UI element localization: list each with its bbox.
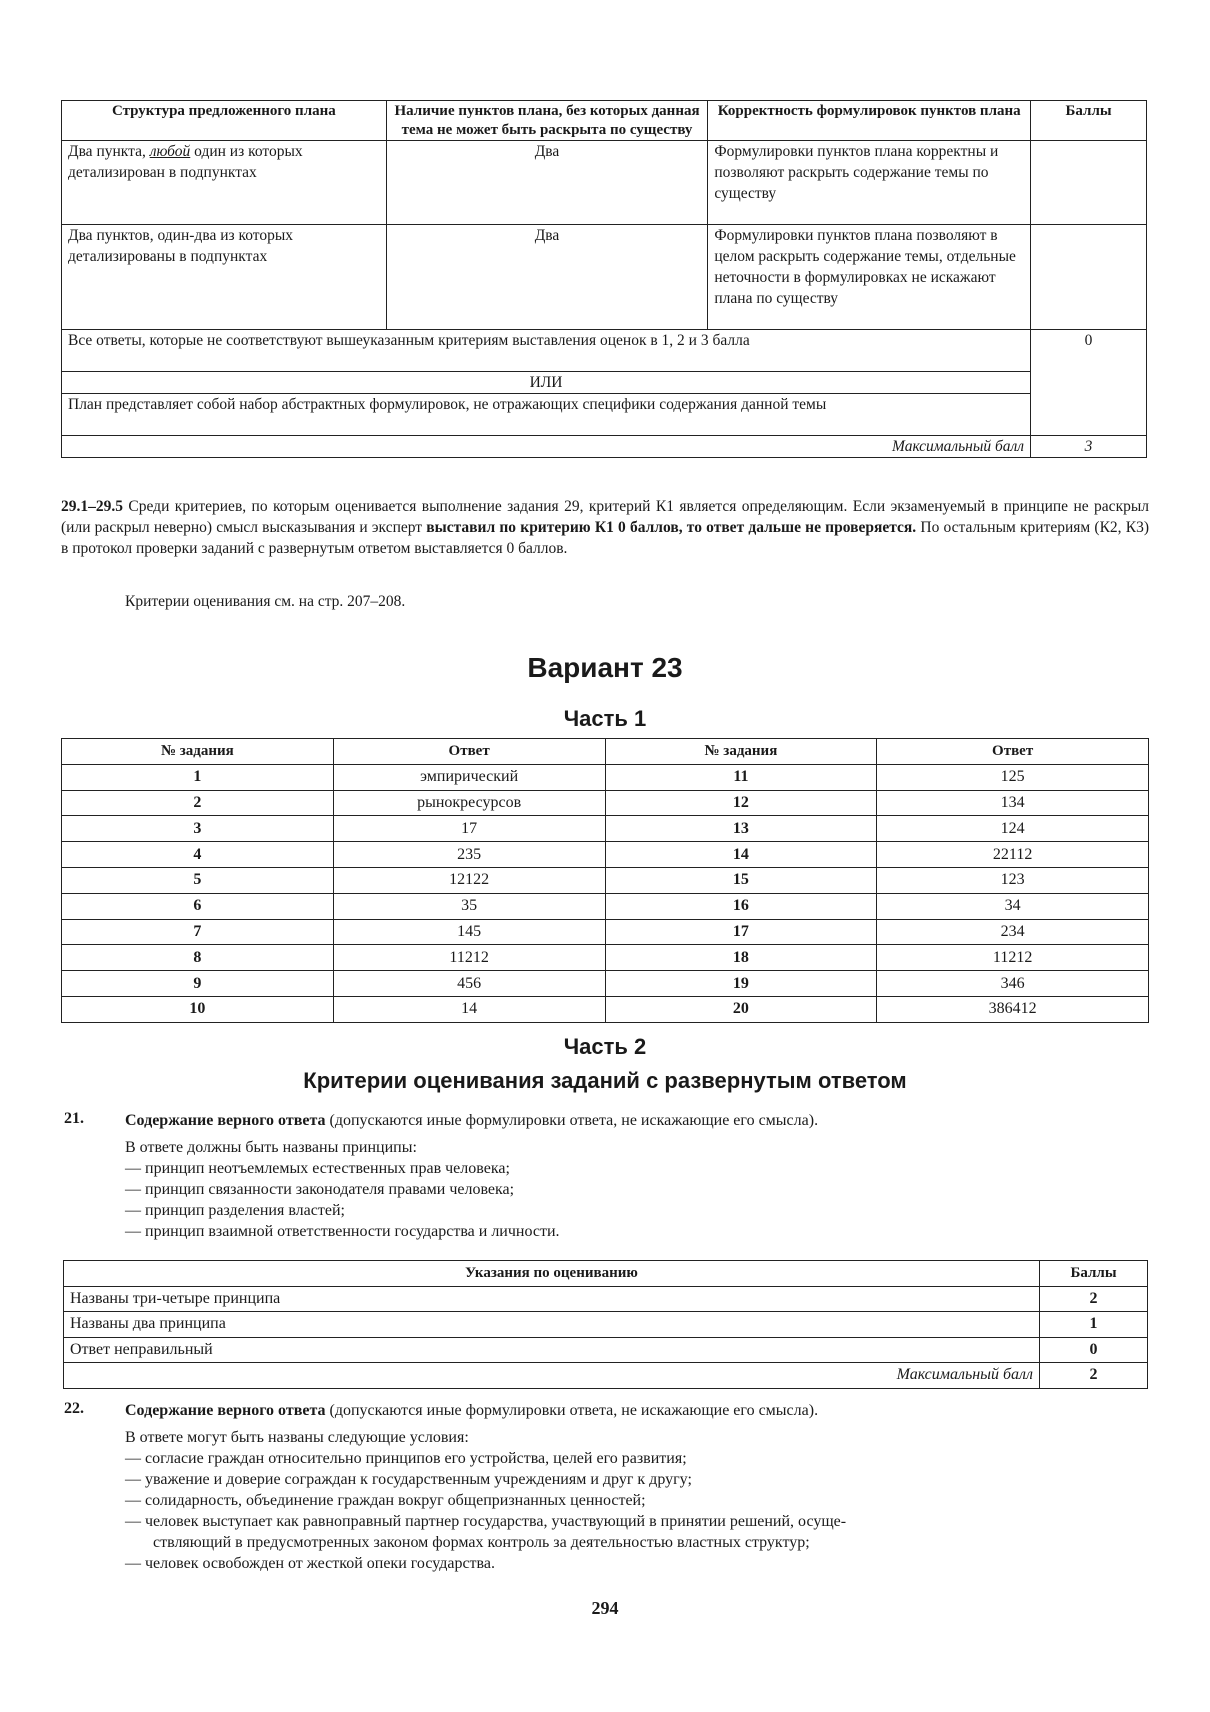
zero-score-cell: 0 [1031,330,1147,436]
max-score-row [64,1363,1148,1389]
list-item: — принцип разделения властей; [125,1202,345,1219]
content-label: Содержание верного ответа [125,1112,326,1129]
task-number-cell: 7 [62,919,334,945]
answer-cell: 234 [877,919,1149,945]
table-header-row [62,101,1147,141]
table-row [62,996,1149,1022]
table-row [62,225,1147,330]
table-header-row [64,1261,1148,1287]
list-item: — человек выступает как равноправный партнер государства, участвующий в принятии решений, осуще- [125,1513,847,1530]
answer-cell: 35 [333,893,605,919]
task-number-cell: 12 [605,790,877,816]
task-number-cell: 15 [605,867,877,893]
list-item: — человек освобожден от жесткой опеки государства. [125,1555,495,1572]
task-number-cell: 3 [62,816,334,842]
table-row [62,919,1149,945]
header-score: Баллы [1031,101,1147,141]
table-row [62,816,1149,842]
structure-cell: Два пункта, любой один из которых детализирован в подпунктах [62,141,387,225]
answers-body [62,764,1149,1022]
variant-title: Вариант 23 [527,652,683,683]
table-row: Названы два принципа 1 [64,1312,1148,1338]
table-row [62,394,1147,436]
header-answer: Ответ [877,739,1149,765]
task-number-cell: 6 [62,893,334,919]
list-item: — солидарность, объединение граждан вокруг общепризнанных ценностей; [125,1492,646,1509]
list-item-continuation: ствляющий в предусмотренных законом формах контроль за деятельностью властных структур; [153,1534,810,1551]
task-number-cell: 5 [62,867,334,893]
table-row [62,790,1149,816]
header-presence: Наличие пунктов плана, без которых данная тема не может быть раскрыта по существу [386,101,708,141]
answer-cell: 134 [877,790,1149,816]
header-instructions: Указания по оцениванию [64,1261,1040,1287]
answer-cell: рынокресурсов [333,790,605,816]
correctness-cell: Формулировки пунктов плана корректны и позволяют раскрыть содержание темы по существу [708,141,1031,225]
header-score: Баллы [1040,1261,1148,1287]
max-score-row [62,436,1147,458]
answer-cell: 124 [877,816,1149,842]
list-item: — согласие граждан относительно принципов его устройства, целей его развития; [125,1450,687,1467]
criteria-reference: Критерии оценивания см. на стр. 207–208. [125,593,406,610]
structure-cell: Два пунктов, один-два из которых детализированы в подпунктах [62,225,387,330]
max-score-value: 3 [1031,436,1147,458]
task-number-cell: 4 [62,842,334,868]
table-row [62,945,1149,971]
question-21-number: 21. [64,1110,84,1127]
task-number-cell: 8 [62,945,334,971]
content-label: Содержание верного ответа [125,1402,326,1419]
question-22-intro: В ответе могут быть названы следующие условия: [125,1429,469,1446]
answer-cell: 145 [333,919,605,945]
or-label: ИЛИ [62,372,1031,394]
presence-cell: Два [386,141,708,225]
task-number-cell: 11 [605,764,877,790]
part2-title: Часть 2 [563,1034,647,1059]
question-21-scoring-table [63,1260,1148,1389]
table-header-row [62,739,1149,765]
table-row: Названы три-четыре принципа 2 [64,1286,1148,1312]
task-number-cell: 20 [605,996,877,1022]
note-29-ref: 29.1–29.5 [61,498,123,515]
question-21-content: Содержание верного ответа (допускаются иные формулировки ответа, не искажающие его смысла). В ответе должны быть названы принципы: — принцип неотъемлемых естественных прав человека; — принцип связанности законодателя правами человека; — принцип разделения властей; — принцип взаимной ответственности государства и личности. [125,1112,819,1240]
task-number-cell: 1 [62,764,334,790]
table-row [62,330,1147,372]
question-21-intro: В ответе должны быть названы принципы: [125,1139,417,1156]
correctness-cell: Формулировки пунктов плана позволяют в целом раскрыть содержание темы, отдельные неточности в формулировках не искажают плана по существу [708,225,1031,330]
list-item: — уважение и доверие сограждан к государственным учреждениям и друг к другу; [125,1471,692,1488]
header-structure: Структура предложенного плана [62,101,387,141]
answer-cell: 123 [877,867,1149,893]
question-22-content: Содержание верного ответа (допускаются иные формулировки ответа, не искажающие его смысла). В ответе могут быть названы следующие условия: — согласие граждан относительно принципов его устройства, целей его развития; — уважение и доверие сограждан к государственным учреждениям и друг к другу; — солидарность, объединение граждан вокруг общепризнанных ценностей; — человек выступает как равноправный партнер государства, участвующий в принятии решений, осуще- ствляющий в предусмотренных законом формах контроль за деятельностью властных структур; — человек освобожден от жесткой опеки государства. [125,1402,847,1572]
note-29-bold: выставил по критерию К1 0 баллов, то ответ дальше не проверяется. [426,519,917,536]
task-number-cell: 16 [605,893,877,919]
answer-cell: 14 [333,996,605,1022]
task-number-cell: 18 [605,945,877,971]
answer-cell: 12122 [333,867,605,893]
table-row [62,893,1149,919]
part2-subtitle: Критерии оценивания заданий с развернутым ответом [303,1068,907,1093]
emphasis-text: любой [149,143,191,160]
max-score-value: 2 [1040,1363,1148,1389]
answer-cell: 346 [877,971,1149,997]
table-row [62,867,1149,893]
header-task-number: № задания [605,739,877,765]
header-answer: Ответ [333,739,605,765]
task-number-cell: 19 [605,971,877,997]
answers-table [61,738,1149,1023]
answer-cell: 11212 [877,945,1149,971]
score-cell [1031,225,1147,330]
answer-cell: 125 [877,764,1149,790]
task-number-cell: 9 [62,971,334,997]
task-number-cell: 10 [62,996,334,1022]
list-item: — принцип неотъемлемых естественных прав человека; [125,1160,510,1177]
list-item: — принцип связанности законодателя правами человека; [125,1181,515,1198]
plan-criteria-table [61,100,1147,458]
answer-cell: 386412 [877,996,1149,1022]
table-row [62,842,1149,868]
answer-cell: 34 [877,893,1149,919]
header-correctness: Корректность формулировок пунктов плана [708,101,1031,141]
task-number-cell: 13 [605,816,877,842]
page-number: 294 [591,1598,619,1618]
zero-criteria-cell: Все ответы, которые не соответствуют вышеуказанным критериям выставления оценок в 1, 2 и 3 балла [62,330,1031,372]
max-score-label: Максимальный балл [64,1363,1040,1389]
answer-cell: 456 [333,971,605,997]
list-item: — принцип взаимной ответственности государства и личности. [125,1223,560,1240]
table-row: Ответ неправильный 0 [64,1337,1148,1363]
part1-title: Часть 1 [563,706,647,731]
table-row [62,141,1147,225]
max-score-label: Максимальный балл [62,436,1031,458]
answer-cell: 11212 [333,945,605,971]
table-row [62,372,1147,394]
task-number-cell: 2 [62,790,334,816]
question-22-number: 22. [64,1400,84,1417]
answer-cell: 235 [333,842,605,868]
table-row [62,764,1149,790]
note-29: 29.1–29.5 Среди критериев, по которым оценивается выполнение задания 29, критерий К1 является определяющим. Если экзаменуемый в принципе не раскрыл (или раскрыл неверно) смысл высказывания и эксперт выставил по критерию К1 0 баллов, то ответ дальше не проверяется. По остальным критериям (К2, К3) в протокол проверки заданий с развернутым ответом выставляется 0 баллов. [61,498,1150,557]
answer-cell: 17 [333,816,605,842]
task-number-cell: 17 [605,919,877,945]
answer-cell: эмпирический [333,764,605,790]
table-row [62,971,1149,997]
abstract-criteria-cell: План представляет собой набор абстрактных формулировок, не отражающих специфики содержания данной темы [62,394,1031,436]
task-number-cell: 14 [605,842,877,868]
answer-cell: 22112 [877,842,1149,868]
score-cell [1031,141,1147,225]
header-task-number: № задания [62,739,334,765]
presence-cell: Два [386,225,708,330]
